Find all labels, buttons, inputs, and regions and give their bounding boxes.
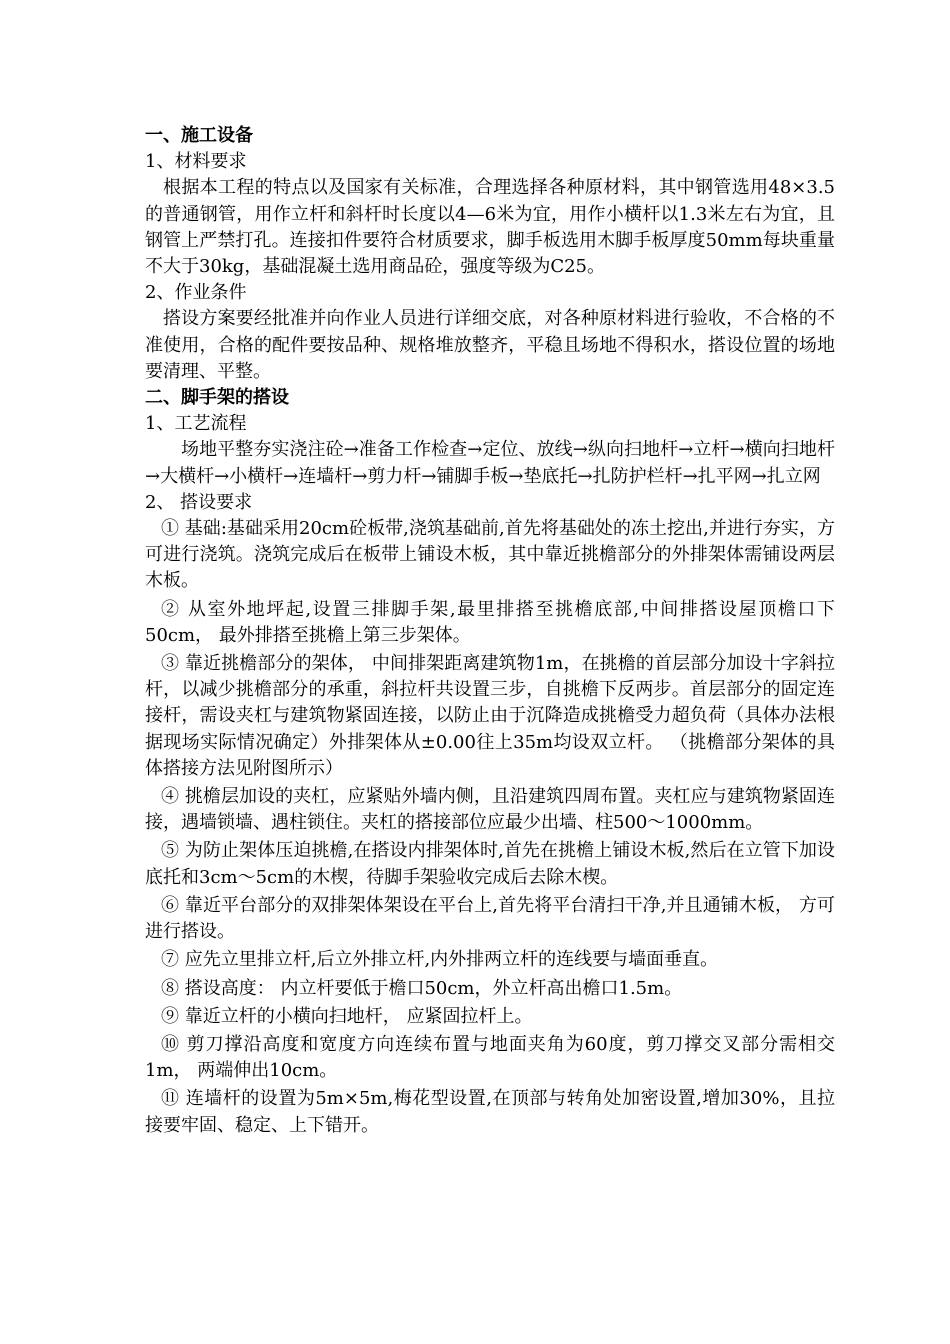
section-1-subheading-conditions: 2、作业条件 bbox=[145, 282, 247, 304]
materials-paragraph: 根据本工程的特点以及国家有关标准，合理选择各种原材料，其中钢管选用48×3.5的普通钢管，用作立杆和斜杆时长度以4—6米为宜，用作小横杆以1.3米左右为宜，且钢管上严禁打孔。连接扣件要符合材质要求，脚手板选用木脚手板厚度50mm每块重量不大于30kg，基础混凝土选用商品砼，强度等级为C25。 bbox=[145, 177, 835, 278]
requirement-item: ④ 挑檐层加设的夹杠，应紧贴外墙内侧，且沿建筑四周布置。夹杠应与建筑物紧固连接，遇墙锁墙、遇柱锁住。夹杠的搭接部位应最少出墙、柱500～1000mm。 bbox=[145, 786, 835, 834]
requirement-item: ⑩ 剪刀撑沿高度和宽度方向连续布置与地面夹角为60度，剪刀撑交叉部分需相交1m， 两端伸出10cm。 bbox=[145, 1033, 835, 1082]
requirement-item: ⑥ 靠近平台部分的双排架体架设在平台上,首先将平台清扫干净,并且通铺木板， 方可进行搭设。 bbox=[145, 894, 835, 943]
section-1-heading: 一、施工设备 bbox=[145, 125, 253, 146]
section-1-subheading-materials: 1、材料要求 bbox=[145, 151, 247, 173]
section-2-subheading-requirements: 2、 搭设要求 bbox=[145, 491, 253, 513]
section-2-subheading-process: 1、工艺流程 bbox=[145, 413, 247, 435]
section-2-heading: 二、脚手架的搭设 bbox=[145, 387, 289, 409]
requirement-item: ① 基础:基础采用20cm砼板带,浇筑基础前,首先将基础处的冻土挖出,并进行夯实，方可进行浇筑。浇筑完成后在板带上铺设木板，其中靠近挑檐部分的外排架体需铺设两层木板。 bbox=[145, 518, 835, 592]
conditions-paragraph: 搭设方案要经批准并向作业人员进行详细交底，对各种原材料进行验收，不合格的不准使用，合格的配件要按品种、规格堆放整齐，平稳且场地不得积水，搭设位置的场地要清理、平整。 bbox=[145, 308, 835, 382]
requirement-item: ③ 靠近挑檐部分的架体， 中间排架距离建筑物1m，在挑檐的首层部分加设十字斜拉杆，以减少挑檐部分的承重，斜拉杆共设置三步，自挑檐下反两步。首层部分的固定连接杆，需设夹杠与建筑物紧固连接，以防止由于沉降造成挑檐受力超负荷（具体办法根据现场实际情况确定）外排架体从±0.00往上35m均设双立杆。 （挑檐部分架体的具体搭接方法见附图所示） bbox=[145, 653, 835, 779]
requirement-item: ⑦ 应先立里排立杆,后立外排立杆,内外排两立杆的连线要与墙面垂直。 bbox=[161, 949, 719, 971]
requirement-item: ⑨ 靠近立杆的小横向扫地杆， 应紧固拉杆上。 bbox=[161, 1005, 533, 1027]
requirement-item: ⑧ 搭设高度： 内立杆要低于檐口50cm，外立杆高出檐口1.5m。 bbox=[161, 977, 683, 999]
document-page bbox=[145, 123, 835, 1139]
requirement-item: ⑪ 连墙杆的设置为5m×5m,梅花型设置,在顶部与转角处加密设置,增加30%，且拉接要牢固、稳定、上下错开。 bbox=[145, 1088, 835, 1136]
requirement-item: ⑤ 为防止架体压迫挑檐,在搭设内排架体时,首先在挑檐上铺设木板,然后在立管下加设底托和3cm～5cm的木楔，待脚手架验收完成后去除木楔。 bbox=[145, 840, 835, 888]
process-flow-paragraph: 场地平整夯实浇注砼→准备工作检查→定位、放线→纵向扫地杆→立杆→横向扫地杆→大横杆→小横杆→连墙杆→剪力杆→铺脚手板→垫底托→扎防护栏杆→扎平网→扎立网 bbox=[145, 439, 835, 487]
requirement-item: ② 从室外地坪起,设置三排脚手架,最里排搭至挑檐底部,中间排搭设屋顶檐口下50cm， 最外排搭至挑檐上第三步架体。 bbox=[145, 598, 835, 646]
